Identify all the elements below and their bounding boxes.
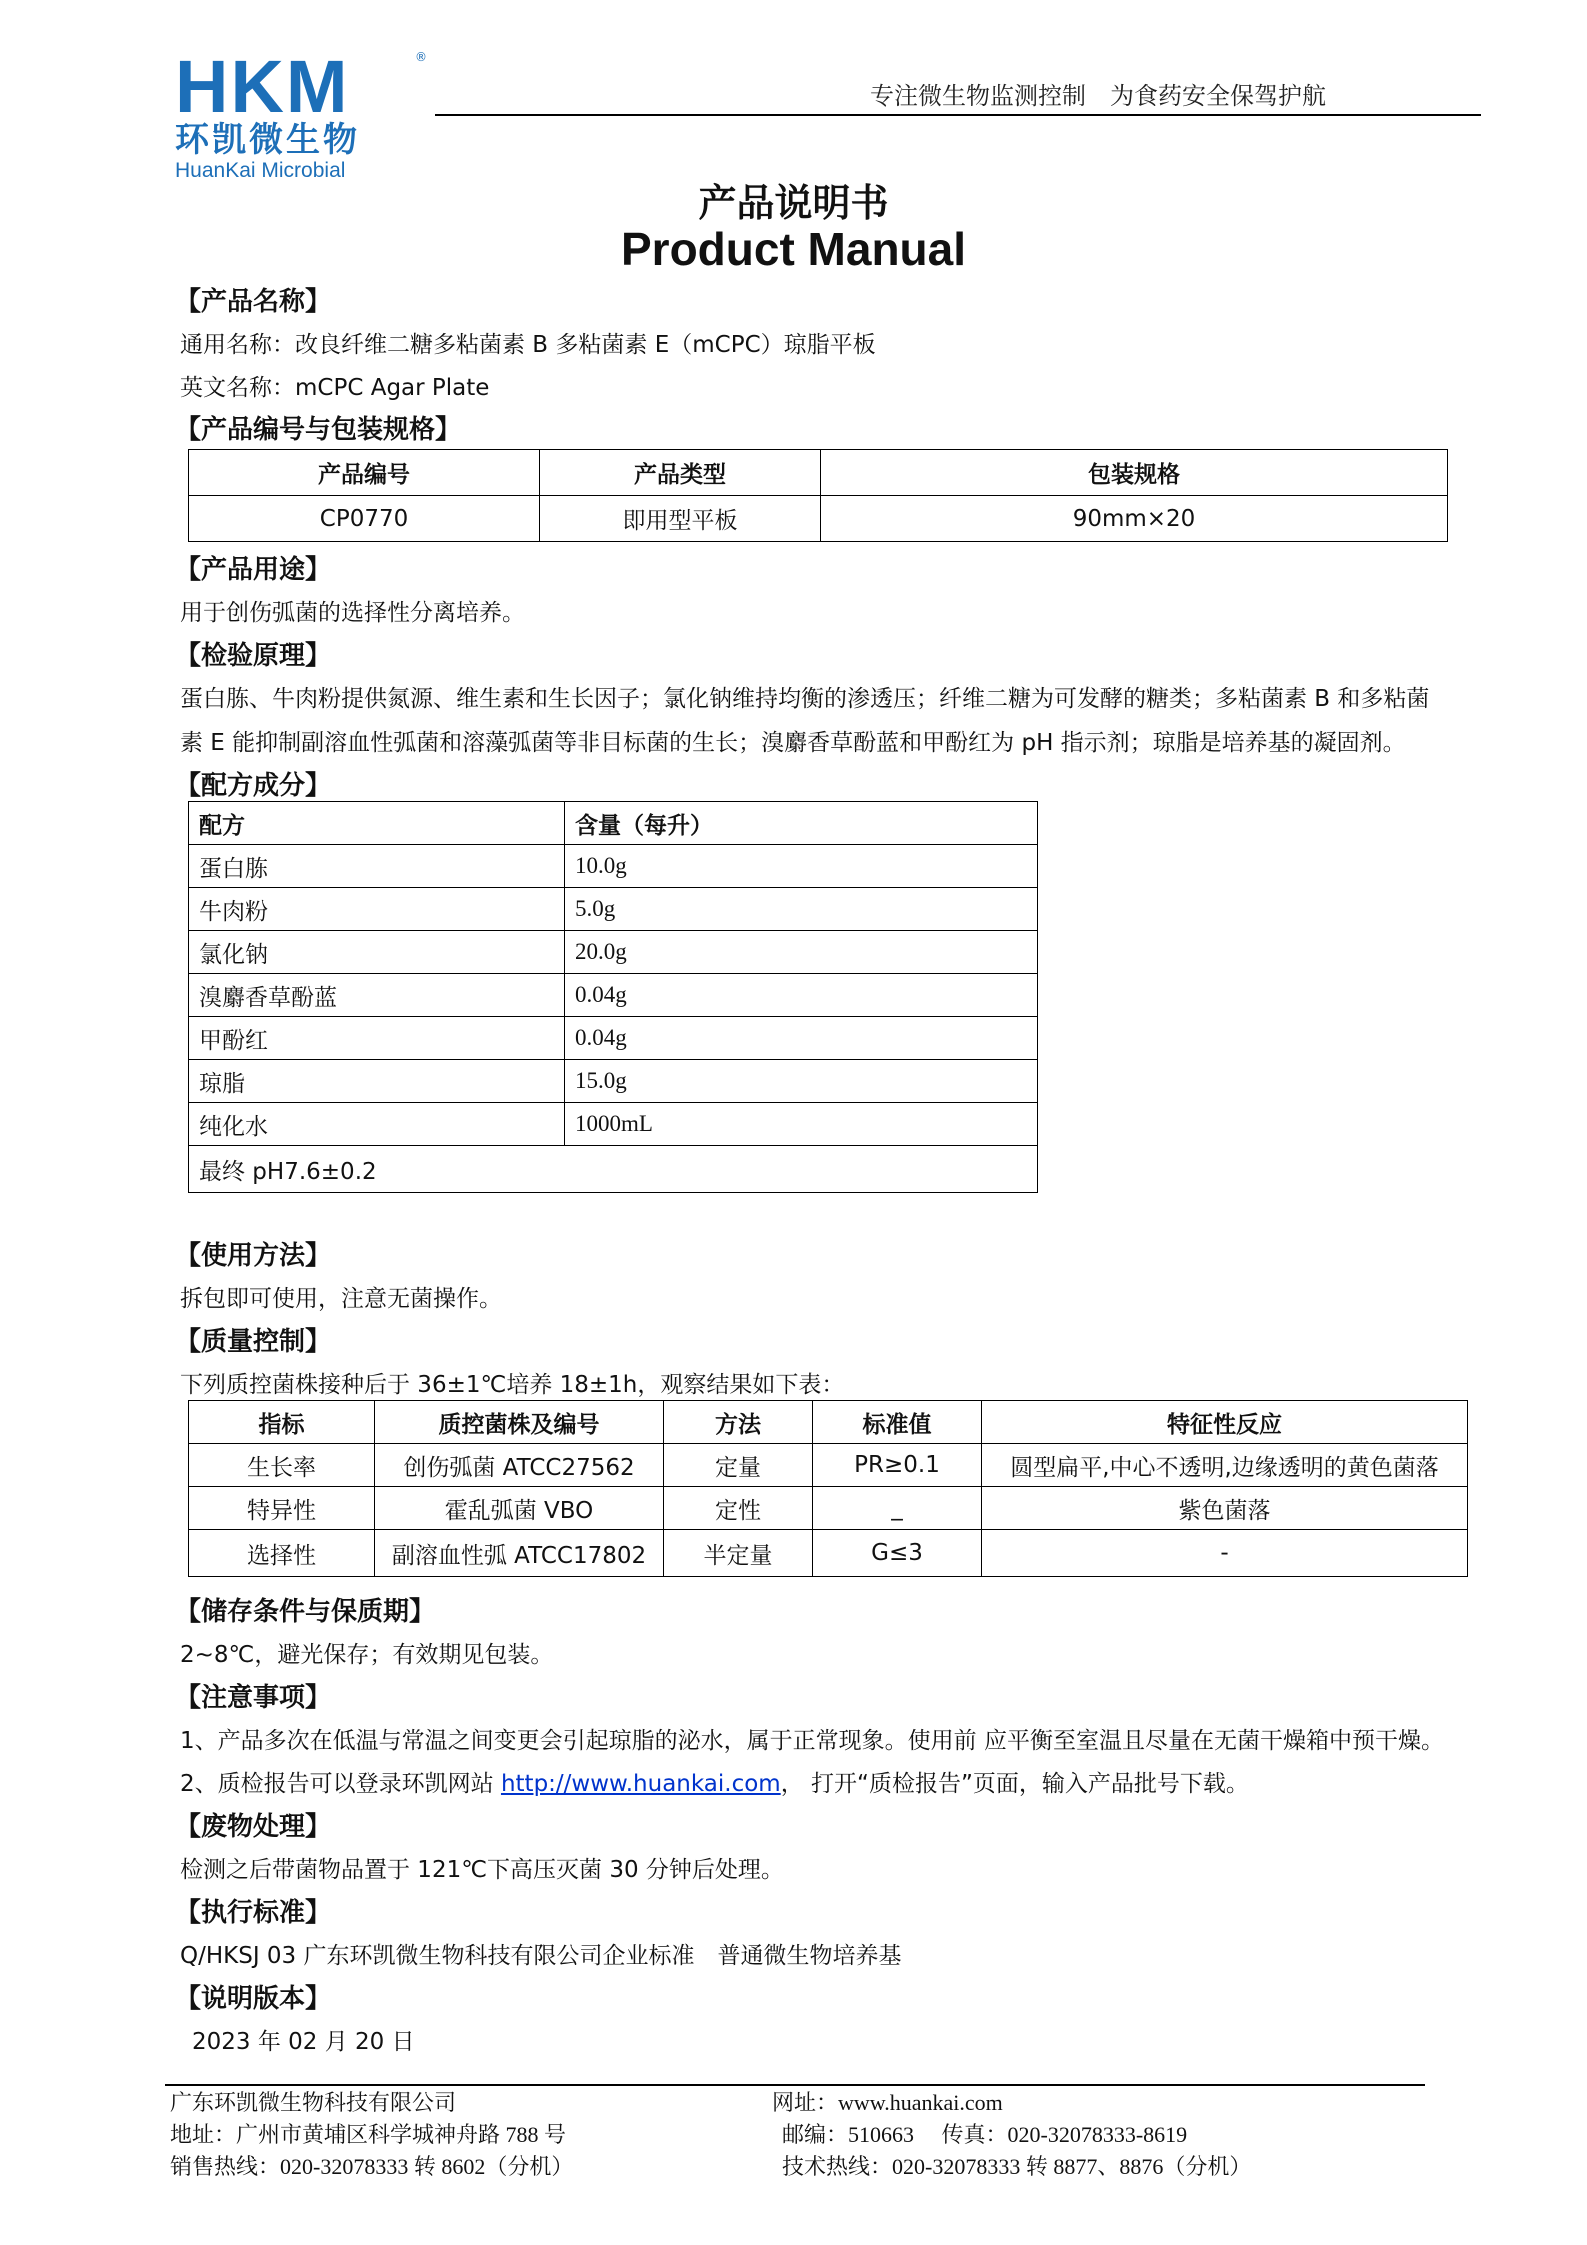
usage-text: 用于创伤弧菌的选择性分离培养。 bbox=[180, 600, 525, 626]
generic-name-label: 通用名称： bbox=[180, 332, 295, 358]
qc-standard: _ bbox=[813, 1487, 982, 1530]
page-title-en: Product Manual bbox=[620, 223, 967, 275]
qc-strain: 霍乱弧菌 VBO bbox=[375, 1487, 664, 1530]
table-row bbox=[189, 974, 1038, 1017]
ingredient-name: 溴麝香草酚蓝 bbox=[189, 974, 565, 1017]
qc-reaction: 圆型扁平,中心不透明,边缘透明的黄色菌落 bbox=[982, 1444, 1468, 1487]
section-heading-usage: 【产品用途】 bbox=[175, 555, 332, 585]
registered-mark: ® bbox=[415, 50, 427, 64]
qc-reaction: - bbox=[982, 1530, 1468, 1577]
section-heading-principle: 【检验原理】 bbox=[175, 641, 332, 671]
ingredient-amount: 1000mL bbox=[565, 1103, 1038, 1146]
qc-strain: 副溶血性弧 ATCC17802 bbox=[375, 1530, 664, 1577]
note-item-2-prefix: 2、质检报告可以登录环凯网站 bbox=[180, 1771, 501, 1797]
footer-company: 广东环凯微生物科技有限公司 bbox=[170, 2090, 457, 2115]
header-product-code: 产品编号 bbox=[189, 450, 540, 496]
generic-name-value: 改良纤维二糖多粘菌素 B 多粘菌素 E（mCPC）琼脂平板 bbox=[295, 332, 876, 358]
section-heading-version: 【说明版本】 bbox=[175, 1984, 332, 2014]
qc-method: 半定量 bbox=[664, 1530, 813, 1577]
ingredient-name: 牛肉粉 bbox=[189, 888, 565, 931]
section-heading-qc: 【质量控制】 bbox=[175, 1327, 332, 1357]
section-heading-formula: 【配方成分】 bbox=[175, 771, 332, 801]
section-heading-product-name: 【产品名称】 bbox=[175, 287, 332, 317]
table-row bbox=[189, 1487, 1468, 1530]
qc-indicator: 生长率 bbox=[189, 1444, 375, 1487]
section-heading-storage: 【储存条件与保质期】 bbox=[175, 1597, 436, 1627]
logo-english-name: HuanKai Microbial bbox=[175, 159, 346, 182]
table-header-row bbox=[189, 802, 1038, 845]
packaging-table bbox=[188, 449, 1448, 542]
ingredient-name: 琼脂 bbox=[189, 1060, 565, 1103]
section-heading-notes: 【注意事项】 bbox=[175, 1683, 332, 1713]
qc-standard: PR≥0.1 bbox=[813, 1444, 982, 1487]
footer-sales-hotline: 销售热线：020-32078333 转 8602（分机） bbox=[170, 2154, 574, 2179]
header-reaction: 特征性反应 bbox=[982, 1401, 1468, 1444]
ingredient-amount: 10.0g bbox=[565, 845, 1038, 888]
table-row bbox=[189, 1017, 1038, 1060]
section-heading-method: 【使用方法】 bbox=[175, 1241, 332, 1271]
header-amount: 含量（每升） bbox=[565, 802, 1038, 845]
table-row bbox=[189, 1530, 1468, 1577]
header-method: 方法 bbox=[664, 1401, 813, 1444]
header-standard: 标准值 bbox=[813, 1401, 982, 1444]
qc-table bbox=[188, 1400, 1468, 1577]
ingredient-amount: 0.04g bbox=[565, 1017, 1038, 1060]
ingredient-name: 氯化钠 bbox=[189, 931, 565, 974]
ingredient-name: 纯化水 bbox=[189, 1103, 565, 1146]
section-heading-packaging: 【产品编号与包装规格】 bbox=[175, 415, 462, 445]
formula-table bbox=[188, 801, 1038, 1193]
method-text: 拆包即可使用，注意无菌操作。 bbox=[180, 1286, 502, 1312]
ingredient-name: 蛋白胨 bbox=[189, 845, 565, 888]
product-type: 即用型平板 bbox=[540, 496, 821, 542]
qc-standard: G≤3 bbox=[813, 1530, 982, 1577]
footer-address: 地址：广州市黄埔区科学城神舟路 788 号 bbox=[170, 2122, 567, 2147]
qc-reaction: 紫色菌落 bbox=[982, 1487, 1468, 1530]
footer-divider bbox=[165, 2084, 1425, 2086]
english-name-value: mCPC Agar Plate bbox=[295, 375, 490, 401]
english-name-line bbox=[180, 373, 489, 403]
header-product-type: 产品类型 bbox=[540, 450, 821, 496]
table-header-row bbox=[189, 1401, 1468, 1444]
qc-strain: 创伤弧菌 ATCC27562 bbox=[375, 1444, 664, 1487]
footer-postcode-fax: 邮编：510663 传真：020-32078333-8619 bbox=[782, 2122, 1188, 2147]
storage-text: 2~8℃，避光保存；有效期见包装。 bbox=[180, 1642, 554, 1668]
qc-method: 定量 bbox=[664, 1444, 813, 1487]
principle-text-line-1: 蛋白胨、牛肉粉提供氮源、维生素和生长因子；氯化钠维持均衡的渗透压；纤维二糖为可发酵的糖类；多粘菌素 B 和多粘菌 bbox=[180, 686, 1430, 712]
logo-mark: HKM bbox=[175, 45, 350, 128]
qc-indicator: 特异性 bbox=[189, 1487, 375, 1530]
product-code: CP0770 bbox=[189, 496, 540, 542]
disposal-text: 检测之后带菌物品置于 121℃下高压灭菌 30 分钟后处理。 bbox=[180, 1857, 784, 1883]
principle-text-line-2: 素 E 能抑制副溶血性弧菌和溶藻弧菌等非目标菌的生长；溴麝香草酚蓝和甲酚红为 pH 指示剂；琼脂是培养基的凝固剂。 bbox=[180, 730, 1406, 756]
table-row bbox=[189, 845, 1038, 888]
table-row bbox=[189, 1103, 1038, 1146]
page-title-cn: 产品说明书 bbox=[698, 181, 889, 225]
note-item-1: 1、产品多次在低温与常温之间变更会引起琼脂的泌水，属于正常现象。使用前 应平衡至室温且尽量在无菌干燥箱中预干燥。 bbox=[180, 1728, 1444, 1754]
header-slogan: 专注微生物监测控制 为食药安全保驾护航 bbox=[870, 82, 1326, 110]
ingredient-amount: 15.0g bbox=[565, 1060, 1038, 1103]
note-item-2 bbox=[180, 1769, 1249, 1799]
package-spec: 90mm×20 bbox=[821, 496, 1448, 542]
table-row bbox=[189, 496, 1448, 542]
qc-intro: 下列质控菌株接种后于 36±1℃培养 18±1h，观察结果如下表： bbox=[180, 1372, 845, 1398]
footer-tech-hotline: 技术热线：020-32078333 转 8877、8876（分机） bbox=[782, 2154, 1252, 2179]
section-heading-disposal: 【废物处理】 bbox=[175, 1812, 332, 1842]
table-row bbox=[189, 931, 1038, 974]
table-row bbox=[189, 1060, 1038, 1103]
note-item-2-suffix: ， 打开“质检报告”页面，输入产品批号下载。 bbox=[780, 1771, 1249, 1797]
header-ingredient: 配方 bbox=[189, 802, 565, 845]
table-row bbox=[189, 888, 1038, 931]
version-date: 2023 年 02 月 20 日 bbox=[192, 2029, 415, 2055]
table-row bbox=[189, 1444, 1468, 1487]
english-name-label: 英文名称： bbox=[180, 375, 295, 401]
final-ph: 最终 pH7.6±0.2 bbox=[189, 1146, 1038, 1193]
generic-name-line bbox=[180, 330, 876, 360]
section-heading-standard: 【执行标准】 bbox=[175, 1898, 332, 1928]
table-header-row bbox=[189, 450, 1448, 496]
company-logo bbox=[175, 45, 445, 182]
header-indicator: 指标 bbox=[189, 1401, 375, 1444]
ingredient-amount: 0.04g bbox=[565, 974, 1038, 1017]
standard-text: Q/HKSJ 03 广东环凯微生物科技有限公司企业标准 普通微生物培养基 bbox=[180, 1943, 902, 1969]
footer-website: 网址：www.huankai.com bbox=[772, 2090, 1003, 2115]
website-link[interactable]: http://www.huankai.com bbox=[500, 1771, 781, 1797]
header-package-spec: 包装规格 bbox=[821, 450, 1448, 496]
table-row bbox=[189, 1146, 1038, 1193]
header-strain: 质控菌株及编号 bbox=[375, 1401, 664, 1444]
qc-indicator: 选择性 bbox=[189, 1530, 375, 1577]
ingredient-amount: 20.0g bbox=[565, 931, 1038, 974]
header-divider bbox=[435, 114, 1481, 116]
qc-method: 定性 bbox=[664, 1487, 813, 1530]
logo-chinese-name: 环凯微生物 bbox=[175, 120, 360, 160]
ingredient-amount: 5.0g bbox=[565, 888, 1038, 931]
ingredient-name: 甲酚红 bbox=[189, 1017, 565, 1060]
